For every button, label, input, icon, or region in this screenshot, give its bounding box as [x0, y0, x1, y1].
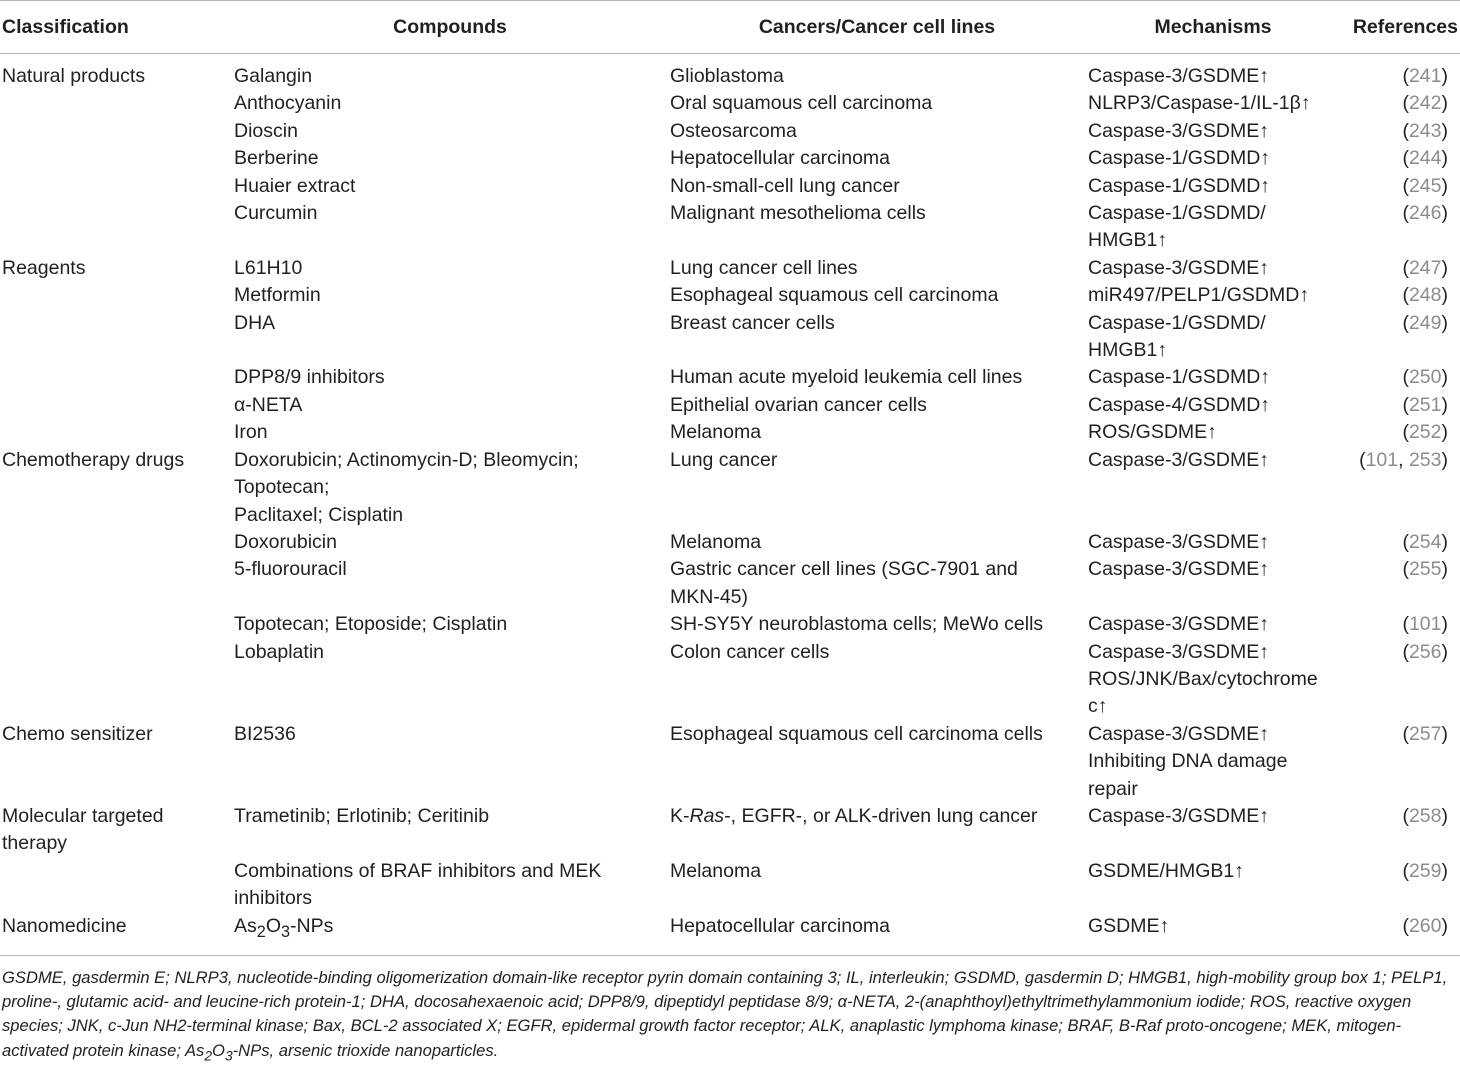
cell-classification: [0, 173, 232, 200]
cell-compound: BI2536: [234, 722, 296, 745]
cell-compound: [232, 447, 668, 529]
cell-compound: [232, 858, 668, 913]
cell-compound: Anthocyanin: [234, 92, 342, 115]
cell-mechanism: Caspase-3/GSDME↑: [1088, 530, 1269, 553]
cell-cancer: Melanoma: [670, 859, 762, 882]
cmp-line: inhibitors: [234, 887, 313, 910]
cell-reference: (254): [1402, 530, 1448, 553]
cell-cancer: Breast cancer cells: [670, 311, 835, 334]
cell-reference: (243): [1402, 119, 1448, 142]
cell-classification: [0, 310, 232, 365]
subscript: 3: [280, 922, 291, 941]
header-mechanisms: Mechanisms: [1154, 15, 1272, 38]
cell-classification: Natural products: [2, 65, 146, 87]
cell-reference: (247): [1402, 256, 1448, 279]
cell-compound: [232, 913, 668, 955]
mech-line: HMGB1↑: [1088, 229, 1168, 252]
cell-reference: (101, 253): [1359, 448, 1448, 471]
cell-classification: Reagents: [2, 256, 86, 279]
table-body: [0, 54, 1460, 955]
cell-reference: (241): [1402, 65, 1448, 87]
cell-cancer: Malignant mesothelioma cells: [670, 202, 926, 225]
cmp-line: Combinations of BRAF inhibitors and MEK: [234, 859, 602, 882]
cell-mechanism: Caspase-4/GSDMD↑: [1088, 393, 1271, 416]
cell-mechanism: [1086, 200, 1340, 255]
mech-line: Caspase-3/GSDME↑: [1088, 640, 1269, 663]
reference-link: 245: [1408, 174, 1442, 197]
reference-link: 250: [1408, 366, 1442, 389]
cell-reference: (246): [1402, 202, 1448, 225]
reference-link: 246: [1408, 202, 1442, 225]
cell-compound: Trametinib; Erlotinib; Ceritinib: [234, 804, 490, 827]
reference-link: 255: [1408, 558, 1442, 581]
cell-reference: (257): [1402, 722, 1448, 745]
cell-mechanism: Caspase-1/GSDMD↑: [1088, 366, 1271, 389]
cell-mechanism: Caspase-3/GSDME↑: [1088, 804, 1269, 827]
cell-cancer: Lung cancer cell lines: [670, 256, 858, 279]
reference-link: 251: [1408, 393, 1442, 416]
cell-classification: [0, 556, 232, 611]
reference-link: 257: [1408, 722, 1442, 745]
cell-mechanism: Caspase-3/GSDME↑: [1088, 65, 1269, 87]
cell-classification: [0, 419, 232, 446]
cell-mechanism: Caspase-1/GSDMD↑: [1088, 174, 1271, 197]
table-row: [0, 721, 1460, 803]
subscript: 2: [256, 922, 266, 941]
can-line: MKN-45): [670, 585, 749, 608]
cell-mechanism: Caspase-3/GSDME↑: [1088, 448, 1269, 471]
table-row: [0, 145, 1460, 172]
cell-compound: Curcumin: [234, 202, 318, 225]
cell-mechanism: ROS/GSDME↑: [1088, 421, 1217, 444]
reference-link: 260: [1408, 914, 1442, 937]
cell-cancer: Melanoma: [670, 530, 762, 553]
mech-line: ROS/JNK/Bax/cytochrome: [1088, 667, 1318, 690]
cell-classification: [0, 118, 232, 145]
cell-cancer: Osteosarcoma: [670, 119, 797, 142]
cell-compound: Doxorubicin: [234, 530, 337, 553]
cell-reference: (251): [1402, 393, 1448, 416]
formula-part: -NPs: [290, 914, 334, 937]
cancer-text-part: -, EGFR-, or ALK-driven lung cancer: [724, 804, 1038, 827]
reference-link: 258: [1408, 804, 1442, 827]
table-row: [0, 90, 1460, 117]
reference-link: 101: [1365, 448, 1399, 471]
cell-cancer: Esophageal squamous cell carcinoma: [670, 284, 999, 307]
cell-classification: [0, 364, 232, 391]
cls-line: therapy: [2, 832, 68, 855]
cell-classification: Nanomedicine: [2, 914, 127, 937]
cell-compound: DHA: [234, 311, 276, 334]
cell-cancer: Hepatocellular carcinoma: [670, 147, 891, 170]
reference-link: 243: [1408, 119, 1442, 142]
cell-classification: [0, 90, 232, 117]
cell-cancer: Melanoma: [670, 421, 762, 444]
cell-compound: DPP8/9 inhibitors: [234, 366, 385, 389]
cell-reference: (244): [1402, 147, 1448, 170]
table-row: [0, 310, 1460, 365]
mech-line: HMGB1↑: [1088, 339, 1168, 362]
cell-cancer: Lung cancer: [670, 448, 778, 471]
table-row: [0, 858, 1460, 913]
cmp-line: Paclitaxel; Cisplatin: [234, 503, 404, 526]
cell-compound: Galangin: [234, 65, 313, 87]
footnote-text: GSDME, gasdermin E; NLRP3, nucleotide-binding oligomerization domain-like receptor pyrin domain containing 3; IL, interleukin; GSDMD, gasdermin D; HMGB1, high-mobility group box 1; PELP1, proline-, glutamic acid- and leucine-rich protein-1; DHA, docosahexaenoic acid; DPP8/9, dipeptidyl peptidase 8/9; α-NETA, 2-(anaphthoyl)ethyltrimethylammonium iodide; ROS, reactive oxygen species; JNK, c-Jun NH2-terminal kinase; Bax, BCL-2 associated X; EGFR, epidermal growth factor receptor; ALK, anaplastic lymphoma kinase; BRAF, B-Raf proto-oncogene; MEK, mitogen-activated protein kinase; As: [2, 967, 1448, 1060]
cell-cancer: Oral squamous cell carcinoma: [670, 92, 933, 115]
table-row: [0, 913, 1460, 955]
cell-classification: Chemo sensitizer: [2, 722, 153, 745]
mech-line: c↑: [1088, 695, 1108, 718]
table-row: [0, 419, 1460, 446]
table-row: [0, 200, 1460, 255]
table-row: [0, 118, 1460, 145]
cell-mechanism: miR497/PELP1/GSDMD↑: [1088, 284, 1310, 307]
table-row: [0, 529, 1460, 556]
table-row: [0, 255, 1460, 282]
reference-link: 256: [1408, 640, 1442, 663]
reference-link: 249: [1408, 311, 1442, 334]
cell-mechanism: Caspase-3/GSDME↑: [1088, 613, 1269, 636]
compounds-table: [0, 1, 1460, 955]
cell-compound: 5-fluorouracil: [234, 558, 347, 581]
footnote-text: -NPs, arsenic trioxide nanoparticles.: [232, 1040, 499, 1060]
cell-reference: (242): [1402, 92, 1448, 115]
cell-cancer: [668, 803, 1086, 858]
cell-reference: (248): [1402, 284, 1448, 307]
header-compounds: Compounds: [393, 15, 507, 38]
reference-link: 248: [1408, 284, 1442, 307]
cell-classification: [0, 200, 232, 255]
cell-compound: Dioscin: [234, 119, 298, 142]
cell-cancer: Hepatocellular carcinoma: [670, 914, 891, 937]
header-references: References: [1352, 15, 1458, 38]
table-row: [0, 556, 1460, 611]
table-row: [0, 392, 1460, 419]
cell-compound: Berberine: [234, 147, 319, 170]
formula-part: As: [234, 914, 257, 937]
cell-reference: (252): [1402, 421, 1448, 444]
cmp-line: Topotecan;: [234, 476, 330, 499]
cell-mechanism: [1086, 639, 1340, 721]
reference-link: 247: [1408, 256, 1442, 279]
reference-link: 101: [1408, 613, 1442, 636]
table-footnote: [0, 955, 1460, 1067]
cell-mechanism: Caspase-1/GSDMD↑: [1088, 147, 1271, 170]
cell-mechanism: GSDME/HMGB1↑: [1088, 859, 1245, 882]
mech-line: Caspase-1/GSDMD/: [1088, 311, 1266, 334]
cell-reference: (259): [1402, 859, 1448, 882]
mech-line: Caspase-1/GSDMD/: [1088, 202, 1266, 225]
cell-cancer: SH-SY5Y neuroblastoma cells; MeWo cells: [670, 613, 1044, 636]
reference-link: 253: [1408, 448, 1442, 471]
cell-reference: (260): [1402, 914, 1448, 937]
footnote-text: O: [212, 1040, 225, 1060]
formula-part: O: [265, 914, 281, 937]
cell-reference: (250): [1402, 366, 1448, 389]
cell-reference: (256): [1402, 640, 1448, 663]
footnote-subscript: 2: [204, 1046, 213, 1063]
cell-cancer: Colon cancer cells: [670, 640, 830, 663]
cell-reference: (101): [1402, 613, 1448, 636]
cell-compound: Lobaplatin: [234, 640, 324, 663]
cell-classification: [0, 803, 232, 858]
cell-reference: (249): [1402, 311, 1448, 334]
cell-classification: [0, 392, 232, 419]
cell-mechanism: NLRP3/Caspase-1/IL-1β↑: [1088, 92, 1311, 115]
reference-link: 242: [1408, 92, 1442, 115]
table-row: [0, 282, 1460, 309]
cell-classification: [0, 639, 232, 721]
header-classification: Classification: [2, 15, 129, 38]
cell-classification: [0, 282, 232, 309]
cell-reference: (255): [1402, 558, 1448, 581]
mech-line: repair: [1088, 777, 1138, 800]
cell-mechanism: [1086, 310, 1340, 365]
cell-cancer: Glioblastoma: [670, 65, 784, 87]
cell-classification: [0, 858, 232, 913]
reference-link: 244: [1408, 147, 1442, 170]
reference-link: 241: [1408, 65, 1442, 87]
cell-cancer: Human acute myeloid leukemia cell lines: [670, 366, 1023, 389]
cell-mechanism: Caspase-3/GSDME↑: [1088, 558, 1269, 581]
gene-name-italic: Ras: [689, 804, 725, 827]
table-row: [0, 803, 1460, 858]
table-row: [0, 173, 1460, 200]
cls-line: Molecular targeted: [2, 804, 164, 827]
mech-line: Inhibiting DNA damage: [1088, 750, 1288, 773]
table-row: [0, 639, 1460, 721]
table-row: [0, 364, 1460, 391]
reference-link: 252: [1408, 421, 1442, 444]
footnote-subscript: 3: [224, 1046, 233, 1063]
table-row: [0, 447, 1460, 529]
mech-line: Caspase-3/GSDME↑: [1088, 722, 1269, 745]
cell-mechanism: [1086, 721, 1340, 803]
cell-classification: [0, 145, 232, 172]
cell-reference: (245): [1402, 174, 1448, 197]
cell-compound: Metformin: [234, 284, 321, 307]
header-row: [0, 1, 1460, 54]
cell-cancer: Epithelial ovarian cancer cells: [670, 393, 927, 416]
cell-compound: L61H10: [234, 256, 303, 279]
table-row: [0, 611, 1460, 638]
cell-cancer: Esophageal squamous cell carcinoma cells: [670, 722, 1043, 745]
cell-mechanism: Caspase-3/GSDME↑: [1088, 256, 1269, 279]
cancer-text-part: K-: [670, 804, 690, 827]
cmp-line: Doxorubicin; Actinomycin-D; Bleomycin;: [234, 448, 579, 471]
cell-reference: (258): [1402, 804, 1448, 827]
table-row: [0, 54, 1460, 91]
cell-compound: α-NETA: [234, 393, 303, 416]
cell-cancer: Non-small-cell lung cancer: [670, 174, 900, 197]
cell-compound: Topotecan; Etoposide; Cisplatin: [234, 613, 508, 636]
cell-cancer: [668, 556, 1086, 611]
cell-mechanism: GSDME↑: [1088, 914, 1170, 937]
cell-classification: [0, 611, 232, 638]
cell-compound: Huaier extract: [234, 174, 356, 197]
header-cancers: Cancers/Cancer cell lines: [758, 15, 996, 38]
cell-mechanism: Caspase-3/GSDME↑: [1088, 119, 1269, 142]
cell-classification: Chemotherapy drugs: [2, 448, 185, 471]
cell-compound: Iron: [234, 421, 268, 444]
can-line: Gastric cancer cell lines (SGC-7901 and: [670, 558, 1018, 581]
cell-classification: [0, 529, 232, 556]
reference-link: 259: [1408, 859, 1442, 882]
reference-link: 254: [1408, 530, 1442, 553]
